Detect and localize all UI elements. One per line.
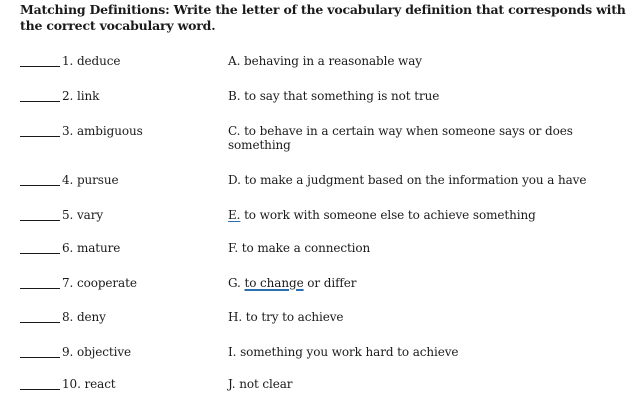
definition: B. to say that something is not true: [228, 89, 440, 103]
vocabulary-term: 9. objective: [62, 345, 132, 359]
definition: J. not clear: [228, 377, 293, 391]
definition: A. behaving in a reasonable way: [228, 54, 422, 68]
vocabulary-term: 10. react: [62, 377, 116, 391]
vocabulary-term: 4. pursue: [62, 173, 119, 187]
vocabulary-term: 7. cooperate: [62, 276, 137, 290]
definition: [228, 276, 618, 290]
answer-blank[interactable]: [20, 253, 60, 254]
definition-letter: E.: [228, 208, 241, 222]
definition: I. something you work hard to achieve: [228, 345, 459, 359]
answer-blank[interactable]: [20, 322, 60, 323]
answer-blank[interactable]: [20, 101, 60, 102]
vocabulary-term: 1. deduce: [62, 54, 121, 68]
vocabulary-term: 5. vary: [62, 208, 104, 222]
definition: H. to try to achieve: [228, 310, 344, 324]
answer-blank[interactable]: [20, 185, 60, 186]
definition: F. to make a connection: [228, 241, 371, 255]
answer-blank[interactable]: [20, 220, 60, 221]
definition-text: to work with someone else to achieve something: [240, 208, 536, 222]
vocabulary-term: 3. ambiguous: [62, 124, 143, 138]
definition: [228, 208, 618, 222]
vocabulary-term: 6. mature: [62, 241, 121, 255]
vocabulary-term: 2. link: [62, 89, 100, 103]
definition: D. to make a judgment based on the information you a have: [228, 173, 587, 187]
answer-blank[interactable]: [20, 288, 60, 289]
vocabulary-term: 8. deny: [62, 310, 106, 324]
spellcheck-underlined-text: to change: [244, 276, 304, 290]
answer-blank[interactable]: [20, 389, 60, 390]
instructions-heading: Matching Definitions: Write the letter of the vocabulary definition that corresponds with the correct vocabulary word.: [20, 2, 626, 33]
answer-blank[interactable]: [20, 66, 60, 67]
answer-blank[interactable]: [20, 136, 60, 137]
definition-text: or differ: [303, 276, 357, 290]
definition: C. to behave in a certain way when someone says or does something: [228, 124, 573, 152]
definition-letter: G.: [228, 276, 245, 290]
answer-blank[interactable]: [20, 357, 60, 358]
